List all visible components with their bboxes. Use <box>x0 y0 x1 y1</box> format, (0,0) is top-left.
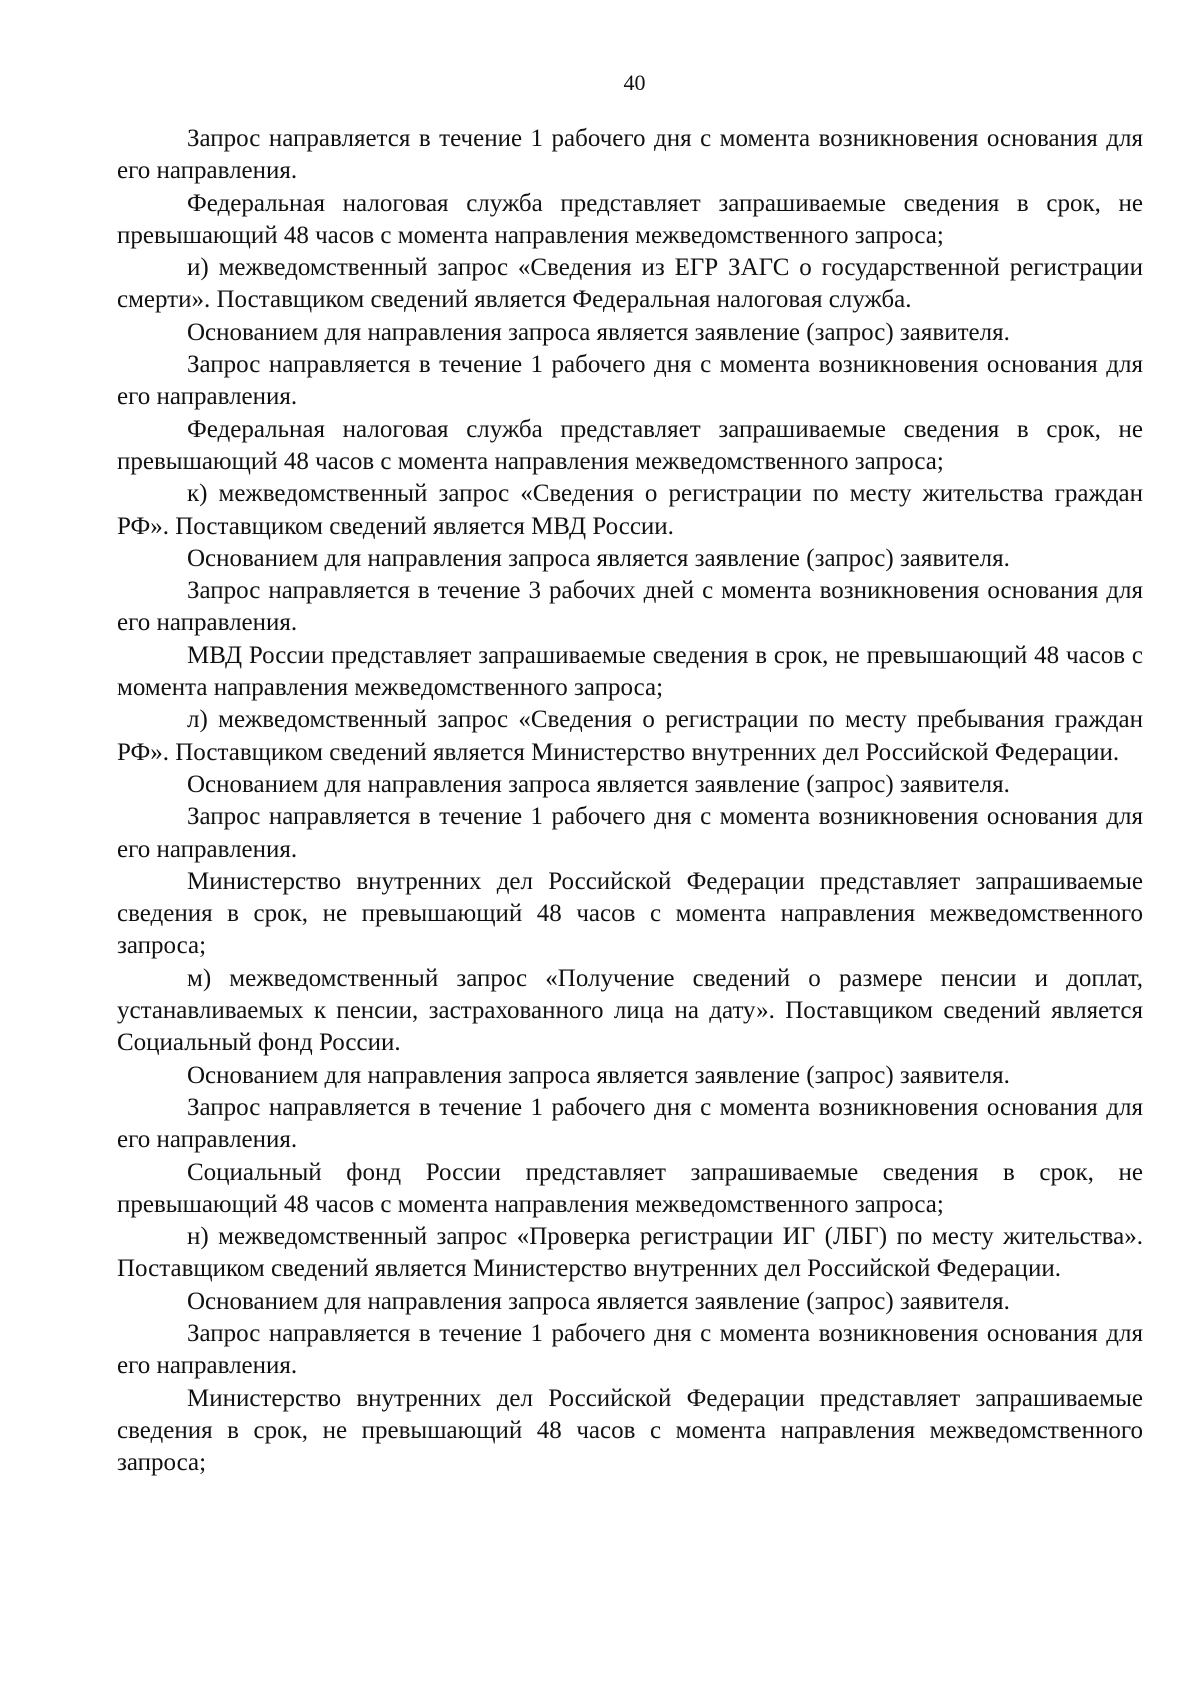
paragraph: Основанием для направления запроса является заявление (запрос) заявителя. <box>187 770 1010 798</box>
page-number: 40 <box>623 70 646 95</box>
paragraph: Основанием для направления запроса является заявление (запрос) заявителя. <box>187 544 1010 572</box>
paragraph: Социальный фонд России представляет запрашиваемые сведения в срок, не превышающий 48 часов с момента направления межведомственного запроса; <box>117 1158 1143 1218</box>
paragraph: Основанием для направления запроса является заявление (запрос) заявителя. <box>187 1287 1010 1315</box>
paragraph: Запрос направляется в течение 1 рабочего дня с момента возникновения основания для его направления. <box>117 1093 1143 1154</box>
paragraph: Запрос направляется в течение 1 рабочего дня с момента возникновения основания для его направления. <box>117 803 1143 863</box>
paragraph: Запрос направляется в течение 1 рабочего дня с момента возникновения основания для его направления. <box>117 125 1143 185</box>
paragraph: Запрос направляется в течение 3 рабочих дней с момента возникновения основания для его направления. <box>117 577 1143 637</box>
paragraph: МВД России представляет запрашиваемые сведения в срок, не превышающий 48 часов с момента направления межведомственного запроса; <box>117 641 1143 702</box>
paragraph: Федеральная налоговая служба представляет запрашиваемые сведения в срок, не превышающий 48 часов с момента направления межведомственного запроса; <box>117 415 1143 475</box>
paragraph: и) межведомственный запрос «Сведения из ЕГР ЗАГС о государственной регистрации смерти». Поставщиком сведений является Федеральная налоговая служба. <box>117 254 1143 314</box>
paragraph: Основанием для направления запроса является заявление (запрос) заявителя. <box>187 318 1010 346</box>
paragraph: Федеральная налоговая служба представляет запрашиваемые сведения в срок, не превышающий 48 часов с момента направления межведомственного запроса; <box>117 189 1143 249</box>
paragraph: Запрос направляется в течение 1 рабочего дня с момента возникновения основания для его направления. <box>117 351 1143 411</box>
paragraph: к) межведомственный запрос «Сведения о регистрации по месту жительства граждан РФ». Поставщиком сведений является МВД России. <box>117 480 1143 540</box>
paragraph: Министерство внутренних дел Российской Федерации представляет запрашиваемые сведения в срок, не превышающий 48 часов с момента направления межведомственного запроса; <box>117 867 1143 960</box>
paragraph: Министерство внутренних дел Российской Федерации представляет запрашиваемые сведения в срок, не превышающий 48 часов с момента направления межведомственного запроса; <box>117 1384 1143 1477</box>
paragraph: н) межведомственный запрос «Проверка регистрации ИГ (ЛБГ) по месту жительства». Поставщиком сведений является Министерство внутренних дел Российской Федерации. <box>117 1223 1143 1283</box>
paragraph: Запрос направляется в течение 1 рабочего дня с момента возникновения основания для его направления. <box>117 1319 1143 1380</box>
document-body <box>117 123 1143 1479</box>
paragraph: м) межведомственный запрос «Получение сведений о размере пенсии и доплат, устанавливаемых к пенсии, застрахованного лица на дату». Поставщиком сведений является Социальный фонд России. <box>117 964 1143 1057</box>
paragraph: Основанием для направления запроса является заявление (запрос) заявителя. <box>187 1061 1010 1089</box>
paragraph: л) межведомственный запрос «Сведения о регистрации по месту пребывания граждан РФ». Поставщиком сведений является Министерство внутренних дел Российской Федерации. <box>117 706 1143 766</box>
